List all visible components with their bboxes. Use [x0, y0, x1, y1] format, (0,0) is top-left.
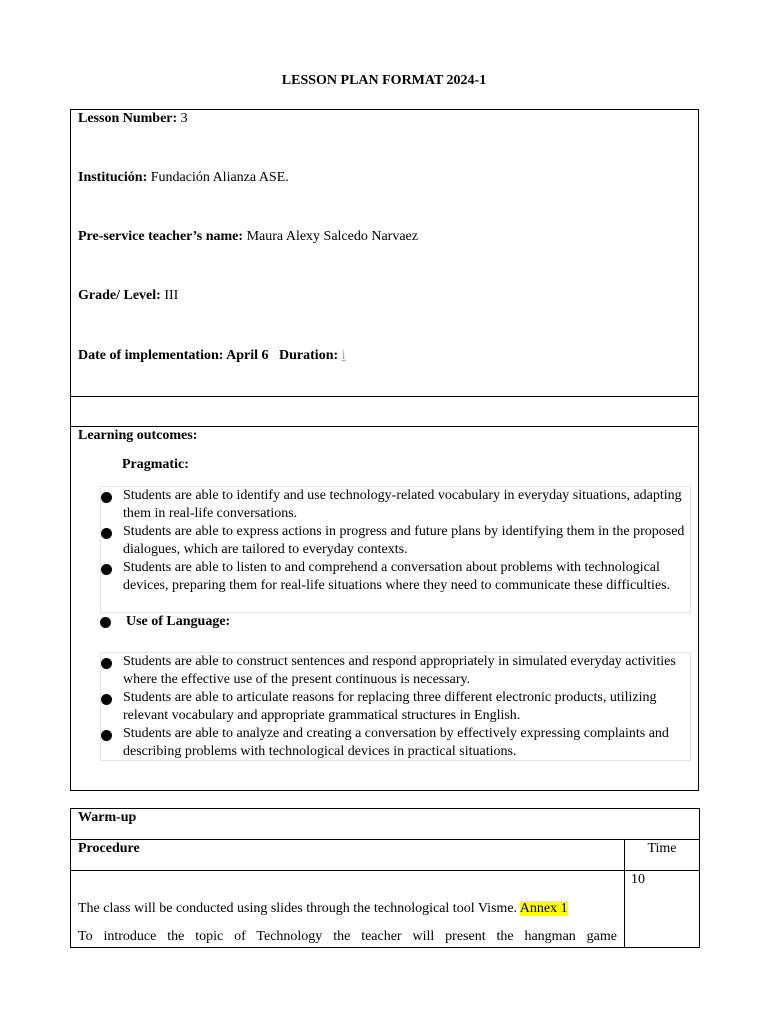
bullet-dot-icon: [101, 564, 112, 575]
bullet-dot-icon: [100, 617, 111, 628]
list-item: [101, 725, 690, 761]
list-item: [101, 487, 690, 523]
list-item: [101, 523, 690, 559]
date-duration-field: [78, 348, 346, 364]
list-item: [101, 689, 690, 725]
list-item-text: Students are able to identify and use technology-related vocabulary in everyday situations, adapting them in real-life conversations.: [123, 488, 682, 521]
procedure-header: Procedure: [71, 840, 625, 871]
grade-level-field: [78, 288, 178, 304]
annex-link[interactable]: Annex 1: [519, 901, 568, 916]
list-item: [101, 559, 690, 595]
list-item-text: Students are able to express actions in progress and future plans by identifying them in the proposed dialogues, which are tailored to everyday contexts.: [123, 524, 685, 557]
list-item-text: Students are able to analyze and creating a conversation by effectively expressing complaints and describing problems with technological devices in practical situations.: [123, 726, 669, 759]
divider-line: [71, 426, 698, 427]
institution-value: Fundación Alianza ASE.: [150, 170, 289, 185]
list-item: [101, 653, 690, 689]
date-label: Date of implementation: April 6: [78, 348, 269, 363]
teacher-name-field: [78, 229, 418, 245]
lesson-number-field: [78, 111, 188, 127]
procedure-line: To introduce the topic of Technology the teacher will present the hangman game: [78, 929, 617, 944]
use-of-language-heading: [100, 613, 230, 631]
pragmatic-list: [100, 486, 691, 613]
bullet-dot-icon: [101, 694, 112, 705]
divider-line: [71, 396, 698, 397]
time-value: 10: [625, 871, 700, 948]
lesson-info-box: [70, 109, 699, 791]
duration-label: Duration:: [279, 348, 339, 363]
time-header: Time: [625, 840, 700, 871]
grade-level-value: III: [164, 288, 179, 303]
procedure-cell: [71, 871, 625, 948]
pragmatic-heading: Pragmatic:: [122, 457, 189, 472]
bullet-dot-icon: [101, 528, 112, 539]
bullet-dot-icon: [101, 730, 112, 741]
procedure-line: [78, 901, 617, 917]
procedure-text: The class will be conducted using slides through the technological tool Visme.: [78, 901, 518, 916]
lesson-number-value: 3: [180, 111, 188, 126]
language-list: [100, 652, 691, 761]
learning-outcomes-heading: [78, 428, 197, 444]
teacher-name-value: Maura Alexy Salcedo Narvaez: [246, 229, 418, 244]
bullet-dot-icon: [101, 492, 112, 503]
teacher-name-label: Pre-service teacher’s name:: [78, 229, 244, 244]
list-item-text: Students are able to listen to and comprehend a conversation about problems with technological devices, preparing them for real-life situations where they need to communicate these difficulties.: [123, 560, 671, 593]
warm-up-table: [70, 808, 700, 948]
lesson-number-label: Lesson Number:: [78, 111, 178, 126]
document-title: LESSON PLAN FORMAT 2024-1: [281, 73, 487, 88]
institution-label: Institución:: [78, 170, 148, 185]
learning-outcomes-label: Learning outcomes:: [78, 428, 198, 443]
use-of-language-label: Use of Language:: [126, 614, 231, 629]
institution-field: [78, 170, 289, 186]
bullet-dot-icon: [101, 658, 112, 669]
grade-level-label: Grade/ Level:: [78, 288, 161, 303]
duration-value[interactable]: i: [341, 348, 346, 363]
warm-up-heading: Warm-up: [71, 809, 700, 840]
list-item-text: Students are able to construct sentences and respond appropriately in simulated everyday activities where the effective use of the present continuous is necessary.: [123, 654, 676, 687]
list-item-text: Students are able to articulate reasons for replacing three different electronic products, utilizing relevant vocabulary and appropriate grammatical structures in English.: [123, 690, 657, 723]
